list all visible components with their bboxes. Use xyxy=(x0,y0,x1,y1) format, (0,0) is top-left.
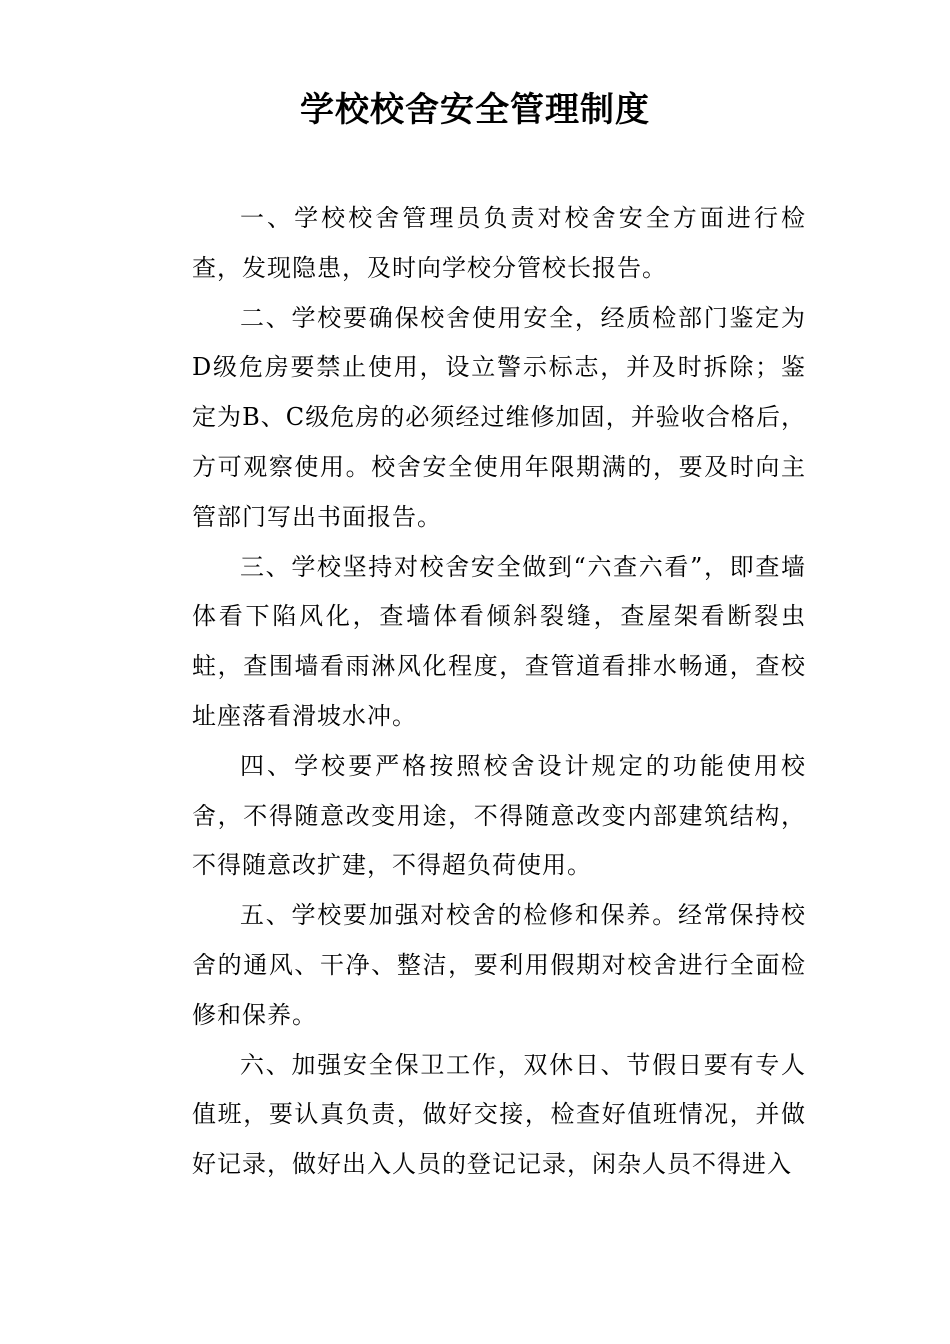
paragraph-3: 三、学校坚持对校舍安全做到“六查六看”，即查墙体看下陷风化，查墙体看倾斜裂缝，查屋架看断裂虫蛀，查围墙看雨淋风化程度，查管道看排水畅通，查校址座落看滑坡水冲。 xyxy=(192,552,806,730)
paragraph-5: 五、学校要加强对校舍的检修和保养。经常保持校舍的通风、干净、整洁，要利用假期对校舍进行全面检修和保养。 xyxy=(192,901,806,1029)
paragraph-2: 二、学校要确保校舍使用安全，经质检部门鉴定为D级危房要禁止使用，设立警示标志，并及时拆除；鉴定为B、C级危房的必须经过维修加固，并验收合格后，方可观察使用。校舍安全使用年限期满的，要及时向主管部门写出书面报告。 xyxy=(192,303,806,531)
document-body xyxy=(192,194,806,1190)
paragraph-4: 四、学校要严格按照校舍设计规定的功能使用校舍，不得随意改变用途，不得随意改变内部建筑结构，不得随意改扩建，不得超负荷使用。 xyxy=(192,751,806,880)
paragraph-1: 一、学校校舍管理员负责对校舍安全方面进行检查，发现隐患，及时向学校分管校长报告。 xyxy=(192,204,806,282)
document-title: 学校校舍安全管理制度 xyxy=(300,90,650,130)
paragraph-6: 六、加强安全保卫工作，双休日、节假日要有专人值班，要认真负责，做好交接，检查好值班情况，并做好记录，做好出入人员的登记记录，闲杂人员不得进入 xyxy=(192,1050,806,1179)
